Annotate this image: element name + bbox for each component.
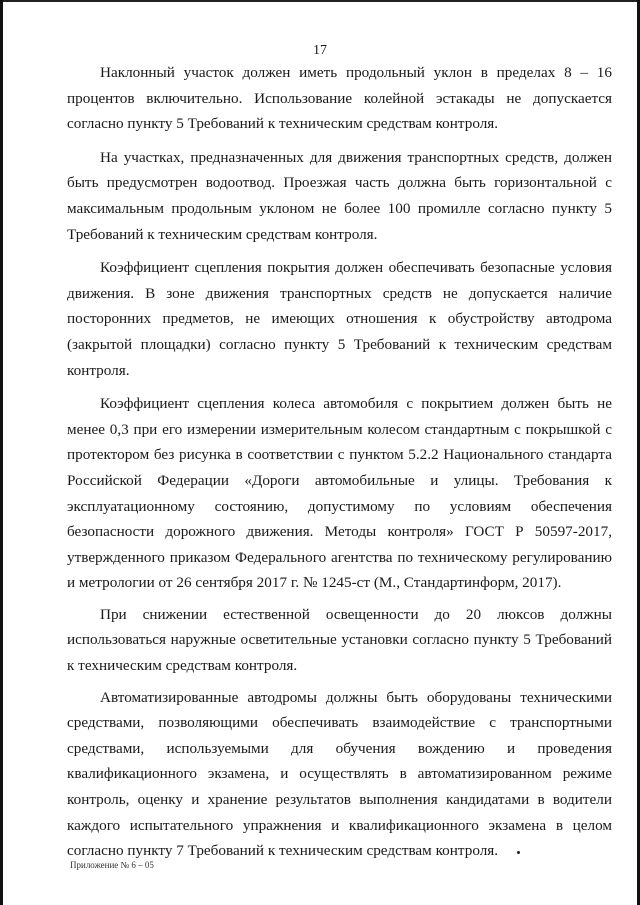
scan-edge-top — [0, 0, 640, 2]
scan-edge-left — [0, 0, 3, 905]
paragraph: На участках, предназначенных для движения транспортных средств, должен быть предусмотрен водоотвод. Проезжая часть должна быть горизонтальной с максимальным продольным уклоном не более 100 промилле согласно пункту 5 Требований к техническим средствам контроля. — [67, 148, 612, 243]
footer-note: Приложение № 6 – 05 — [70, 860, 154, 870]
paragraph: При снижении естественной освещенности до 20 люксов должны использоваться наружные осветительные установки согласно пункту 5 Требований к техническим средствам контроля. — [67, 605, 612, 675]
paragraph: Автоматизированные автодромы должны быть оборудованы техническими средствами, позволяющими обеспечивать взаимодействие с транспортными средствами, используемыми для обучения вождению и проведения квалификационного экзамена, и осуществлять в автоматизированном режиме контроль, оценку и хранение результатов выполнения кандидатами в водители каждого испытательного упражнения и квалификационного экзамена в целом согласно пункту 7 Требований к техническим средствам контроля. — [67, 688, 612, 860]
paragraph: Наклонный участок должен иметь продольный уклон в пределах 8 – 16 процентов включительно. Использование колейной эстакады не допускается согласно пункту 5 Требований к техническим средствам контроля. — [67, 64, 612, 133]
page-number: 17 — [313, 43, 327, 58]
paragraph: Коэффициент сцепления колеса автомобиля с покрытием должен быть не менее 0,3 при его измерении измерительным колесом стандартным с покрышкой с протектором без рисунка в соответствии с пунктом 5.2.2 Национального стандарта Российской Федерации «Дороги автомобильные и улицы. Требования к эксплуатационному состоянию, допустимому по условиям обеспечения безопасности дорожного движения. Методы контроля» ГОСТ Р 50597-2017, утвержденного приказом Федерального агентства по техническому регулированию и метрологии от 26 сентября 2017 г. № 1245-ст (М., Стандартинформ, 2017). — [67, 395, 612, 592]
document-body — [67, 60, 612, 864]
paragraph: Коэффициент сцепления покрытия должен обеспечивать безопасные условия движения. В зоне движения транспортных средств не допускается наличие посторонних предметов, не имеющих отношения к обустройству автодрома (закрытой площадки) согласно пункту 5 Требований к техническим средствам контроля. — [67, 259, 612, 379]
scan-speck — [517, 851, 520, 854]
